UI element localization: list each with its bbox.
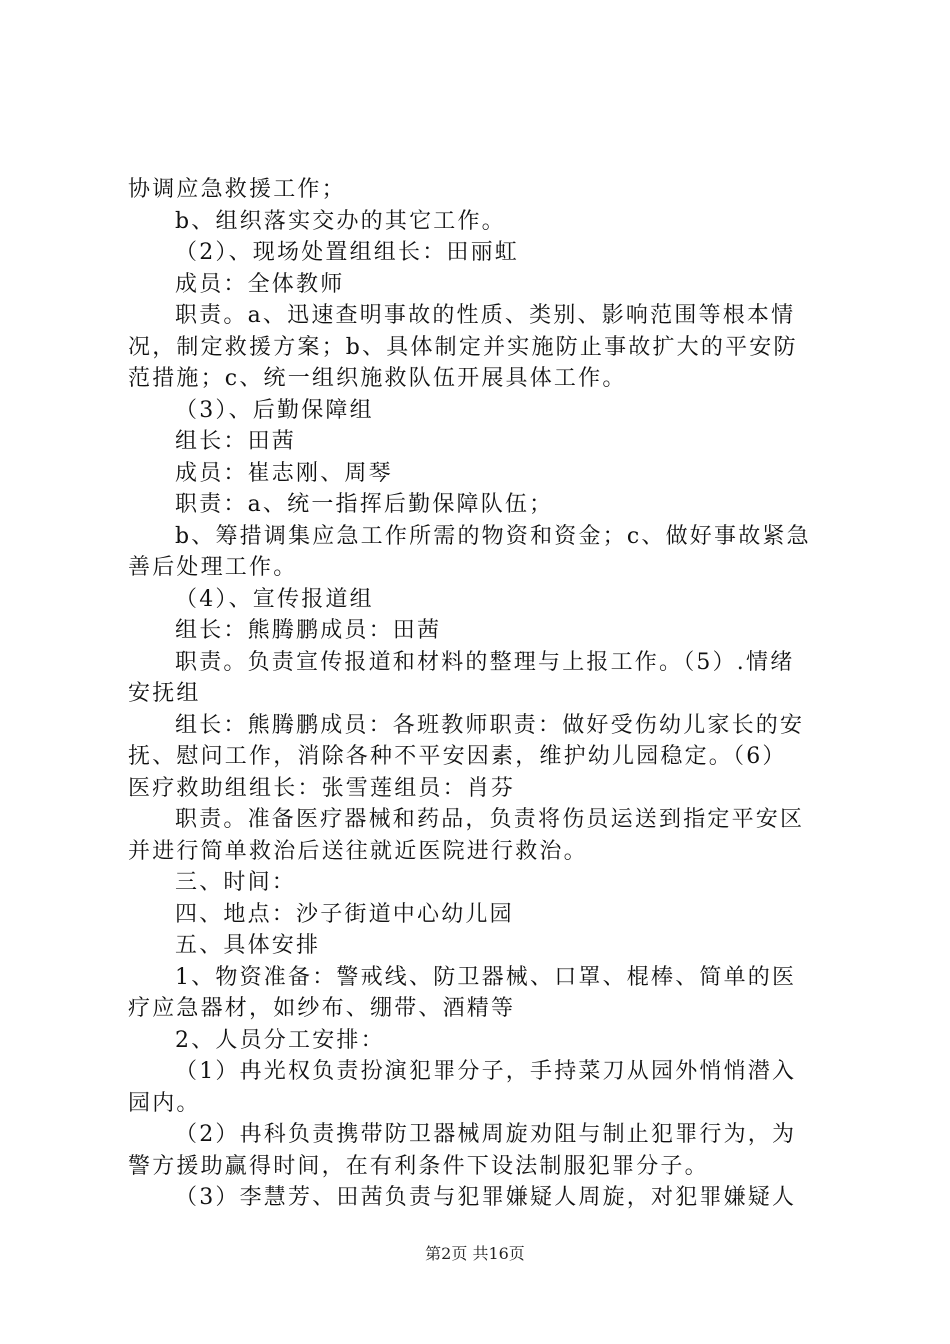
text-line: （1）冉光权负责扮演犯罪分子，手持菜刀从园外悄悄潜入: [175, 1059, 797, 1084]
text-line: （2）冉科负责携带防卫器械周旋劝阻与制止犯罪行为，为: [175, 1122, 797, 1147]
text-line: 园内。: [128, 1090, 201, 1116]
text-line: 况，制定救援方案；b、具体制定并实施防止事故扩大的平安防: [128, 334, 798, 360]
document-body: [128, 174, 834, 1214]
text-line: 成员：全体教师: [175, 271, 345, 297]
text-line: 范措施；c、统一组织施救队伍开展具体工作。: [128, 366, 627, 391]
text-line: 组长：熊腾鹏成员：各班教师职责：做好受伤幼儿家长的安: [175, 712, 805, 738]
text-line: （2）、现场处置组组长：田丽虹: [175, 240, 519, 265]
text-line: 职责。负责宣传报道和材料的整理与上报工作。（5）.情绪: [175, 649, 795, 675]
text-line: 抚、慰问工作，消除各种不平安因素，维护幼儿园稳定。（6）: [128, 744, 787, 769]
text-line: 组长：熊腾鹏成员：田茜: [175, 618, 442, 643]
text-line: 善后处理工作。: [128, 555, 298, 580]
text-line: 2、人员分工安排：: [175, 1027, 385, 1053]
text-line: 疗应急器材，如纱布、绷带、酒精等: [128, 996, 516, 1021]
text-line: 三、时间：: [175, 870, 297, 895]
text-line: 警方援助赢得时间，在有利条件下设法制服犯罪分子。: [128, 1153, 709, 1179]
text-line: 1、物资准备：警戒线、防卫器械、口罩、棍棒、简单的医: [175, 964, 797, 990]
text-line: 成员：崔志刚、周琴: [175, 460, 393, 486]
text-line: （4）、宣传报道组: [175, 586, 374, 612]
text-line: 安抚组: [128, 681, 201, 706]
text-line: （3）李慧芳、田茜负责与犯罪嫌疑人周旋，对犯罪嫌疑人: [175, 1185, 797, 1210]
text-line: 四、地点：沙子街道中心幼儿园: [175, 901, 514, 927]
text-line: （3）、后勤保障组: [175, 397, 374, 423]
text-line: b、组织落实交办的其它工作。: [175, 208, 506, 234]
text-line: b、筹措调集应急工作所需的物资和资金；c、做好事故紧急: [175, 523, 811, 549]
text-line: 组长：田茜: [175, 429, 297, 454]
text-line: 职责：a、统一指挥后勤保障队伍；: [175, 492, 554, 517]
page-footer: 第2页 共16页: [425, 1244, 525, 1263]
text-line: 并进行简单救治后送往就近医院进行救治。: [128, 838, 588, 864]
text-line: 医疗救助组组长：张雪莲组员：肖芬: [128, 775, 516, 801]
text-line: 职责。准备医疗器械和药品，负责将伤员运送到指定平安区: [175, 807, 805, 832]
text-line: 职责。a、迅速查明事故的性质、类别、影响范围等根本情: [175, 303, 796, 328]
text-line: 协调应急救援工作；: [128, 177, 346, 202]
text-line: 五、具体安排: [175, 933, 321, 958]
